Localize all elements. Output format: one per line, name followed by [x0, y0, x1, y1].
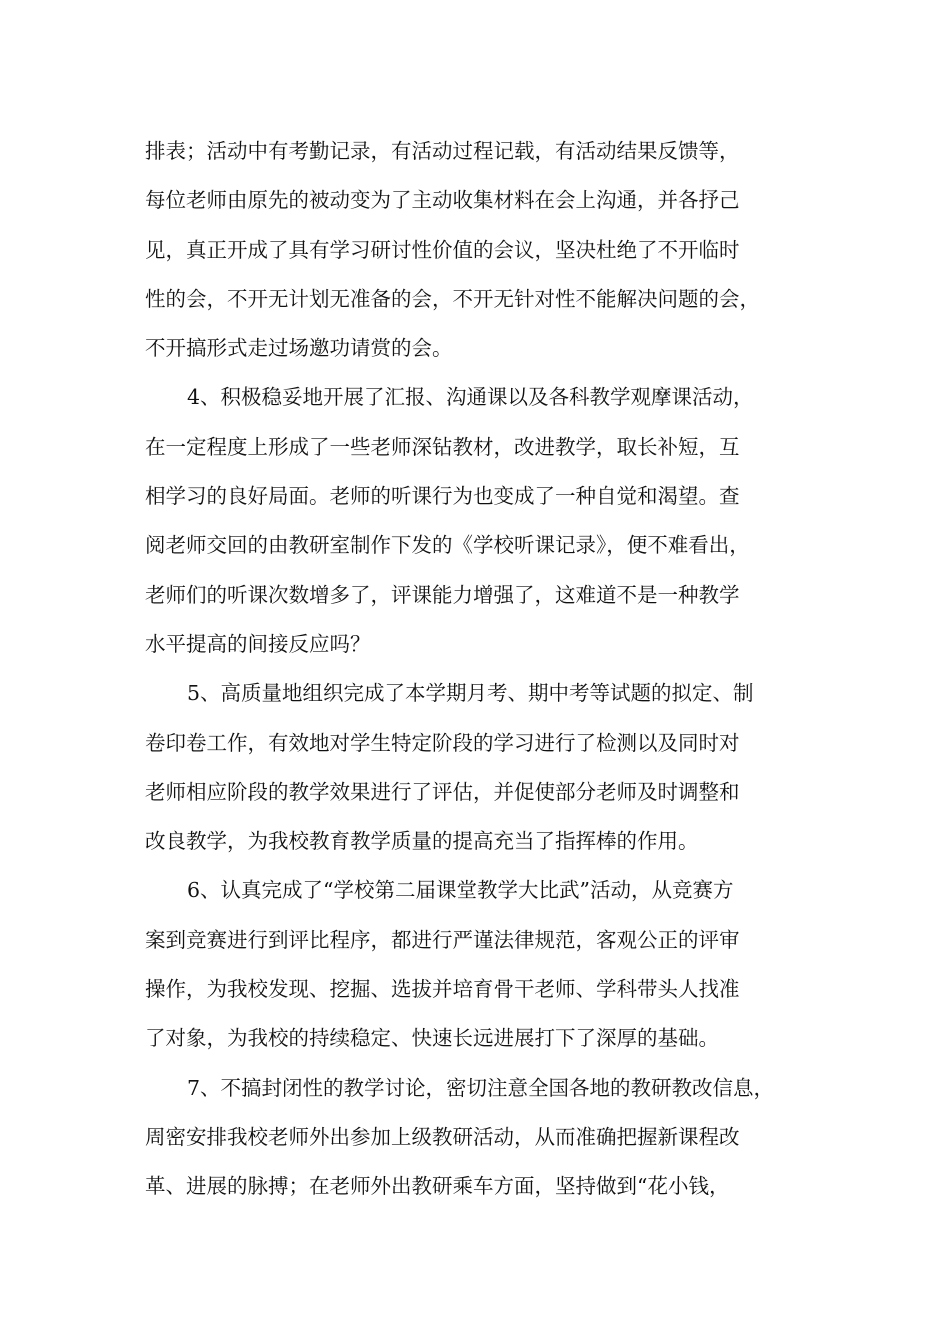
text-line: 老师们的听课次数增多了，评课能力增强了，这难道不是一种教学: [145, 582, 740, 607]
text-line: 周密安排我校老师外出参加上级教研活动，从而准确把握新课程改: [145, 1124, 740, 1149]
text-line: 阅老师交回的由教研室制作下发的《学校听课记录》，便不难看出，: [145, 533, 750, 558]
text-line: 性的会，不开无计划无准备的会，不开无针对性不能解决问题的会，: [145, 286, 760, 311]
text-line: 见，真正开成了具有学习研讨性价值的会议，坚决杜绝了不开临时: [145, 237, 740, 262]
text-line: 水平提高的间接反应吗？: [145, 631, 371, 656]
text-line: 操作，为我校发现、挖掘、选拔并培育骨干老师、学科带头人找准: [145, 977, 740, 1002]
paragraph-start-line: 7、不搞封闭性的教学讨论，密切注意全国各地的教研教改信息，: [187, 1075, 775, 1100]
paragraph-start-line: 6、认真完成了“学校第二届课堂教学大比武”活动，从竞赛方: [187, 878, 734, 903]
body-text: [145, 127, 830, 1212]
text-line: 案到竞赛进行到评比程序，都进行严谨法律规范，客观公正的评审: [145, 927, 740, 952]
text-line: 了对象，为我校的持续稳定、快速长远进展打下了深厚的基础。: [145, 1026, 719, 1051]
text-line: 排表；活动中有考勤记录，有活动过程记载，有活动结果反馈等，: [145, 139, 740, 163]
text-line: 革、进展的脉搏；在老师外出教研乘车方面，坚持做到“花小钱，: [145, 1174, 730, 1199]
text-line: 在一定程度上形成了一些老师深钻教材，改进教学，取长补短，互: [145, 434, 740, 459]
text-line: 相学习的良好局面。老师的听课行为也变成了一种自觉和渴望。查: [145, 484, 740, 509]
text-line: 每位老师由原先的被动变为了主动收集材料在会上沟通，并各抒己: [145, 188, 740, 213]
paragraph-start-line: 5、高质量地组织完成了本学期月考、期中考等试题的拟定、制: [187, 681, 754, 706]
paragraph-start-line: 4、积极稳妥地开展了汇报、沟通课以及各科教学观摩课活动，: [187, 385, 754, 410]
text-line: 卷印卷工作，有效地对学生特定阶段的学习进行了检测以及同时对: [145, 730, 740, 755]
text-line: 老师相应阶段的教学效果进行了评估，并促使部分老师及时调整和: [145, 779, 740, 804]
text-line: 改良教学，为我校教育教学质量的提高充当了指挥棒的作用。: [145, 829, 699, 854]
text-line: 不开搞形式走过场邀功请赏的会。: [145, 336, 453, 361]
